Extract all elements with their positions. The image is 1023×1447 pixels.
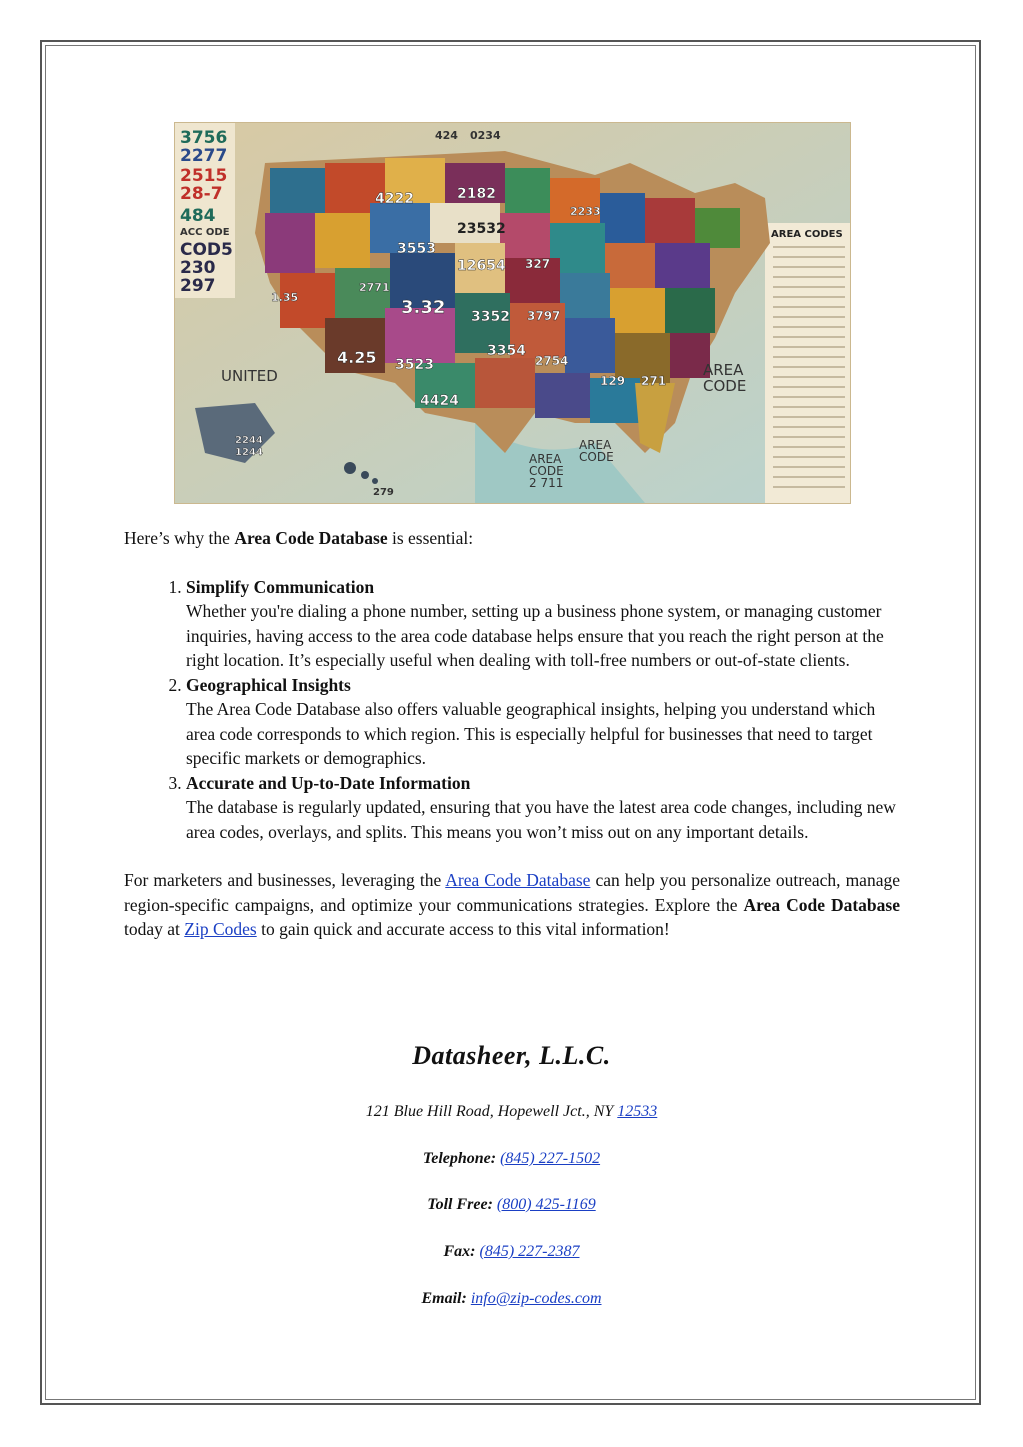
closing-bold: Area Code Database (743, 894, 900, 915)
map-num-20: 129 (600, 374, 626, 388)
list-item (186, 673, 900, 771)
company-name: Datasheer, L.L.C. (412, 1041, 611, 1070)
telephone-line (0, 1150, 1023, 1168)
tollfree-label: Toll Free: (427, 1196, 493, 1213)
list-item (186, 575, 900, 673)
map-num-22: 2244 (235, 435, 263, 446)
intro-prefix: Here’s why the (124, 528, 235, 548)
map-num-21: 271 (641, 374, 667, 388)
intro-bold: Area Code Database (234, 528, 388, 548)
reason-body: The database is regularly updated, ensuring that you have the latest area code changes, including new area codes, overlays, and splits. This means you won’t miss out on any important details. (186, 797, 896, 842)
map-num-3: 4222 (375, 191, 414, 207)
map-left-num-1: 3756 (180, 128, 228, 148)
intro-suffix: is essential: (387, 528, 474, 548)
map-left-num-7: COD5 (180, 240, 233, 260)
zip-codes-link[interactable]: Zip Codes (184, 919, 257, 939)
map-num-2: 0234 (470, 129, 501, 142)
map-num-24: 279 (373, 487, 394, 498)
list-item (186, 771, 900, 845)
map-num-23: 1244 (235, 447, 263, 458)
map-left-num-6: ACC ODE (180, 227, 230, 238)
fax-link[interactable]: (845) 227-2387 (479, 1243, 580, 1260)
map-label-code-right: CODE (703, 377, 747, 395)
map-num-15: 2754 (535, 354, 569, 368)
map-num-16: 327 (525, 257, 551, 271)
intro-paragraph (124, 526, 900, 551)
closing-text-3: today at (124, 919, 185, 939)
map-num-12: 3523 (395, 357, 434, 373)
map-num-5: 23532 (457, 221, 506, 237)
map-num-18: 1.35 (271, 291, 299, 304)
tollfree-line (0, 1196, 1023, 1214)
closing-paragraph (124, 868, 900, 942)
map-label-code-fl: CODE (579, 450, 614, 464)
map-num-9: 3352 (471, 309, 510, 325)
reason-body: Whether you're dialing a phone number, setting up a business phone system, or managing customer inquiries, having access to the area code database helps ensure that you reach the right person at the right location. It’s especially useful when dealing with toll-free numbers or out-of-state clients. (186, 601, 884, 670)
reason-title: 3. Accurate and Up-to-Date Information (186, 772, 471, 793)
map-num-19: 2233 (570, 205, 601, 218)
address-line (0, 1103, 1023, 1121)
reason-title: 2. Geographical Insights (186, 674, 351, 695)
closing-text-2: can help you personalize outreach, manage region-specific campaigns, and optimize your communications strategies. Explore the (124, 870, 900, 915)
reason-title: 1. Simplify Communication (186, 576, 375, 597)
map-num-11: 4.25 (337, 348, 377, 367)
map-left-num-3: 2515 (180, 166, 228, 186)
map-num-7: 12654 (457, 258, 506, 274)
map-label-area-right: AREA (703, 361, 744, 379)
map-num-4: 2182 (457, 186, 496, 202)
map-label-area-fl: AREA (579, 438, 612, 452)
map-num-17: 3797 (527, 309, 561, 323)
reason-body: The Area Code Database also offers valuable geographical insights, helping you understand which area code corresponds to which region. This is especially helpful for businesses that need to target specific markets or demographics. (186, 699, 876, 768)
address-text: 121 Blue Hill Road, Hopewell Jct., NY (365, 1103, 618, 1120)
map-label-code-gulf: CODE (529, 464, 564, 478)
email-label: Email: (421, 1290, 467, 1307)
email-link[interactable]: info@zip-codes.com (470, 1290, 602, 1307)
telephone-link[interactable]: (845) 227-1502 (500, 1150, 601, 1167)
map-label-united: UNITED (221, 367, 278, 385)
map-label-area-gulf: AREA (529, 452, 562, 466)
map-left-num-2: 2277 (180, 146, 228, 166)
map-left-num-9: 297 (180, 276, 216, 296)
article-body (124, 526, 900, 942)
map-legend-title: AREA CODES (771, 229, 843, 240)
map-left-num-4: 28-7 (180, 184, 223, 204)
map-num-14: 3354 (487, 343, 526, 359)
closing-text-1: For marketers and businesses, leveraging the (124, 870, 446, 890)
fax-line (0, 1243, 1023, 1261)
email-line (0, 1290, 1023, 1308)
zip-link[interactable]: 12533 (617, 1103, 658, 1120)
map-num-8: 3.32 (401, 297, 446, 318)
map-num-13: 4424 (420, 393, 459, 409)
tollfree-link[interactable]: (800) 425-1169 (496, 1196, 596, 1213)
area-code-database-link[interactable]: Area Code Database (445, 870, 591, 890)
reasons-list (124, 575, 900, 845)
map-num-6: 3553 (397, 241, 436, 257)
map-num-1: 424 (435, 129, 458, 142)
map-label-num-gulf: 2 711 (529, 476, 564, 490)
area-code-map-image (174, 122, 851, 504)
map-left-num-5: 484 (180, 206, 216, 226)
map-left-num-8: 230 (180, 258, 216, 278)
map-num-10: 2771 (359, 281, 390, 294)
closing-text-4: to gain quick and accurate access to this vital information! (256, 919, 670, 939)
telephone-label: Telephone: (422, 1150, 497, 1167)
fax-label: Fax: (443, 1243, 476, 1260)
